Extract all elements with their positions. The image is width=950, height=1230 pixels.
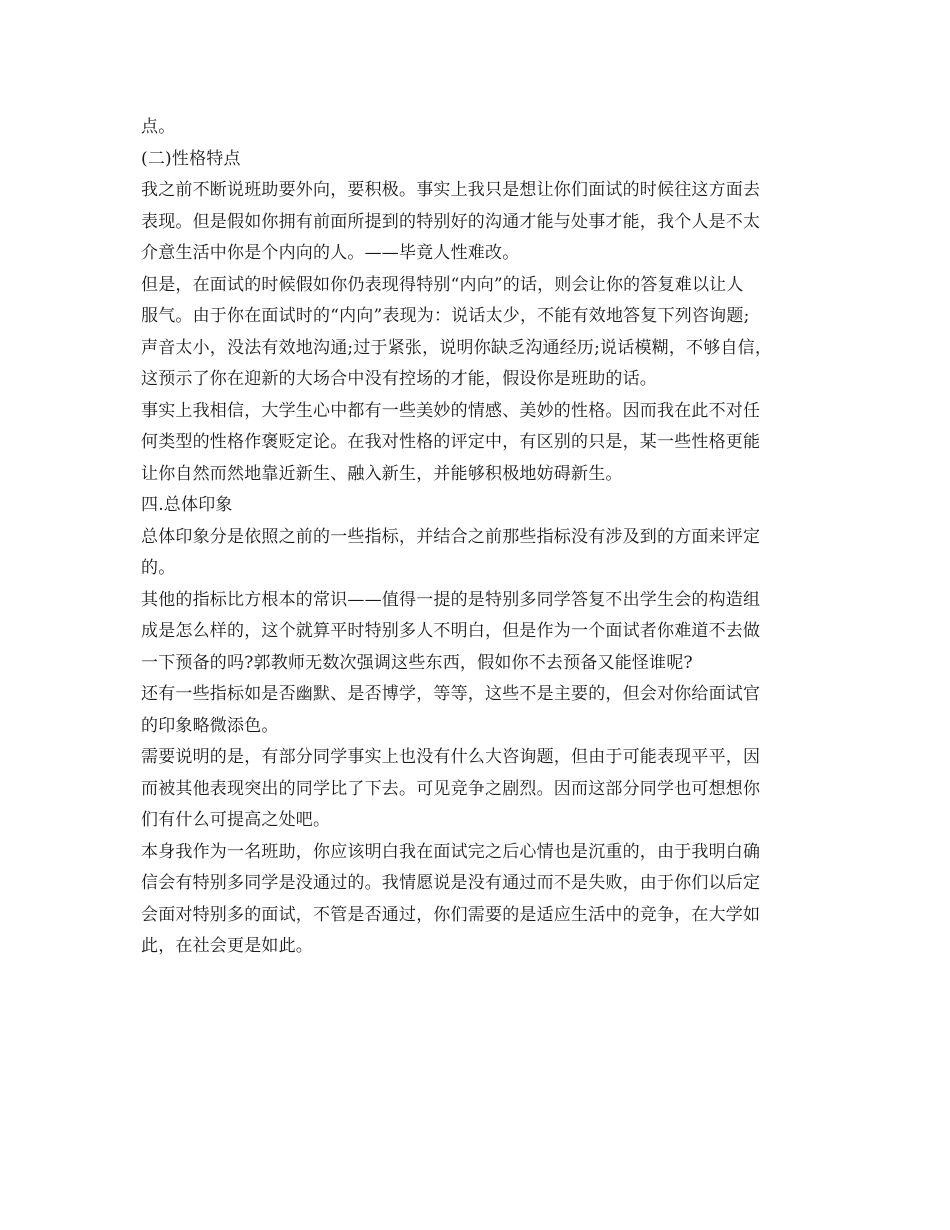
section-heading: 四.总体印象 bbox=[141, 495, 233, 515]
text-line: 成是怎么样的，这个就算平时特别多人不明白，但是作为一个面试者你难道不去做 bbox=[141, 621, 761, 641]
text-line: 而被其他表现突出的同学比了下去。可见竞争之剧烈。因而这部分同学也可想想你 bbox=[141, 778, 761, 799]
text-line: 表现。但是假如你拥有前面所提到的特别好的沟通才能与处事才能，我个人是不太 bbox=[141, 211, 761, 232]
text-line: 介意生活中你是个内向的人。——毕竟人性难改。 bbox=[141, 243, 520, 263]
text-line: 需要说明的是，有部分同学事实上也没有什么大咨询题，但由于可能表现平平，因 bbox=[141, 747, 761, 767]
text-line: 声音太小，没法有效地沟通;过于紧张，说明你缺乏沟通经历;说话模糊，不够自信， bbox=[141, 337, 773, 358]
text-line: 本身我作为一名班助，你应该明白我在面试完之后心情也是沉重的，由于我明白确 bbox=[141, 841, 761, 862]
text-line: 信会有特别多同学是没通过的。我情愿说是没有通过而不是失败，由于你们以后定 bbox=[141, 873, 761, 893]
text-line: 但是，在面试的时候假如你仍表现得特别“内向”的话，则会让你的答复难以让人 bbox=[141, 274, 744, 295]
text-line: 这预示了你在迎新的大场合中没有控场的才能，假设你是班助的话。 bbox=[141, 369, 657, 389]
text-line: 服气。由于你在面试时的“内向”表现为：说话太少，不能有效地答复下列咨询题; bbox=[141, 306, 750, 326]
text-line: 一下预备的吗?郭教师无数次强调这些东西，假如你不去预备又能怪谁呢? bbox=[141, 652, 693, 673]
text-line: 的印象略微添色。 bbox=[141, 715, 279, 736]
text-line: 我之前不断说班助要外向，要积极。事实上我只是想让你们面试的时候往这方面去 bbox=[141, 180, 761, 200]
section-heading: (二)性格特点 bbox=[141, 148, 241, 169]
text-line: 何类型的性格作褒贬定论。在我对性格的评定中，有区别的只是，某一些性格更能 bbox=[141, 432, 761, 452]
document-body bbox=[141, 112, 821, 963]
text-line: 总体印象分是依照之前的一些指标，并结合之前那些指标没有涉及到的方面来评定 bbox=[141, 526, 761, 547]
text-line: 的。 bbox=[141, 558, 176, 578]
text-line: 让你自然而然地靠近新生、融入新生，并能够积极地妨碍新生。 bbox=[141, 463, 623, 484]
text-line: 会面对特别多的面试，不管是否通过，你们需要的是适应生活中的竞争，在大学如 bbox=[141, 904, 761, 925]
text-line: 点。 bbox=[141, 117, 176, 137]
text-line: 们有什么可提高之处吧。 bbox=[141, 810, 331, 830]
text-line: 事实上我相信，大学生心中都有一些美妙的情感、美妙的性格。因而我在此不对任 bbox=[141, 400, 761, 421]
text-line: 此，在社会更是如此。 bbox=[141, 936, 313, 956]
text-line: 还有一些指标如是否幽默、是否博学，等等，这些不是主要的，但会对你给面试官 bbox=[141, 684, 761, 704]
text-line: 其他的指标比方根本的常识——值得一提的是特别多同学答复不出学生会的构造组 bbox=[141, 589, 761, 610]
